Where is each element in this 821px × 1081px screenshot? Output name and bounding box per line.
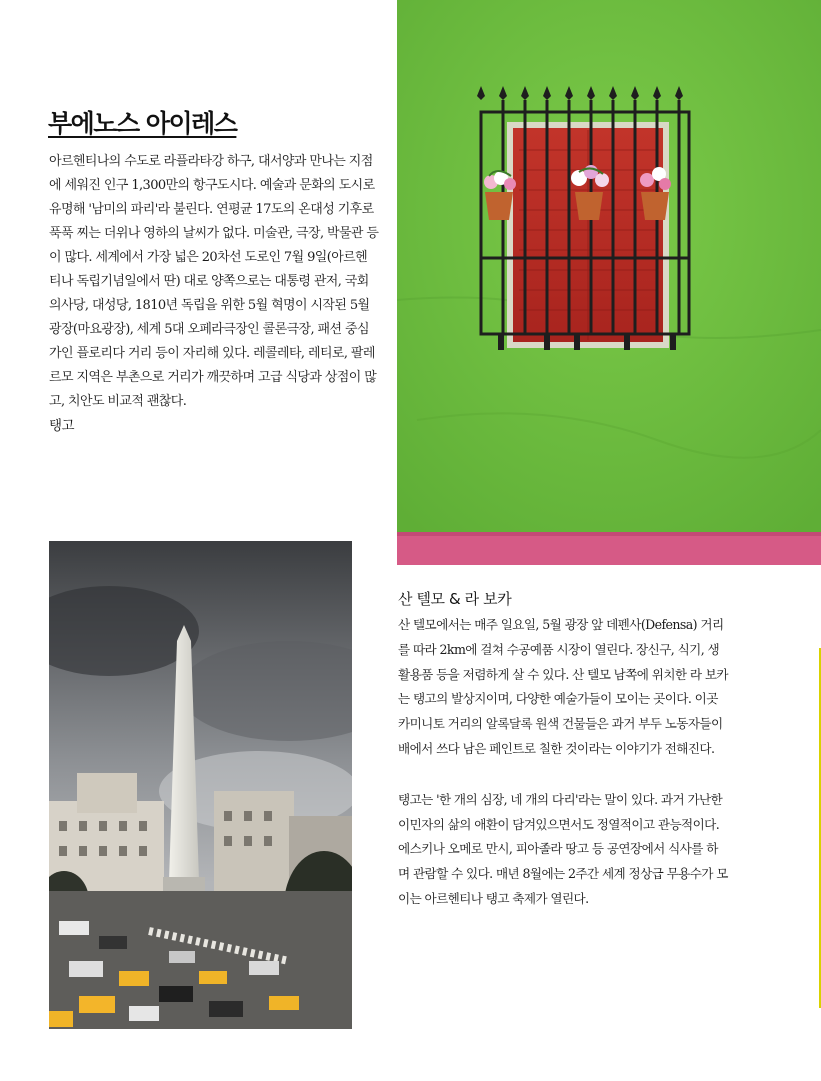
section-paragraph-2: 탱고는 '한 개의 심장, 네 개의 다리'라는 말이 있다. 과거 가난한 이민자의 삶의 애환이 담겨있으면서도 정열적이고 관능적이다. 에스키나 오메로 만시, 피아졸라 땅고 등 공연장에서 식사를 하며 관람할 수 있다. 매년 8월에는 2주간 세계 정상급 무용수가 모이는 아르헨티나 탱고 축제가 열린다.: [398, 791, 728, 906]
section-paragraph-1: 산 텔모에서는 매주 일요일, 5월 광장 앞 데펜사(Defensa) 거리를 따라 2km에 걸쳐 수공예품 시장이 열린다. 장신구, 식기, 생활용품 등을 저렴하게 살 수 있다. 산 텔모 남쪽에 위치한 라 보카는 탱고의 발상지이며, 다양한 예술가들이 모이는 곳이다. 이곳 카미니토 거리의 알록달록 원색 건물들은 과거 부두 노동자들이 배에서 쓰다 남은 페인트로 칠한 것이라는 이야기가 전해진다.: [398, 617, 728, 756]
intro-subheading: 탱고: [49, 418, 74, 434]
intro-text-block: [49, 150, 379, 438]
san-telmo-section: [398, 588, 728, 912]
page-title: 부에노스 아이레스: [48, 109, 237, 138]
photo-green-wall-window: [397, 0, 821, 565]
intro-paragraph: 아르헨티나의 수도로 라플라타강 하구, 대서양과 만나는 지점에 세워진 인구 1,300만의 항구도시다. 예술과 문화의 도시로 유명해 '남미의 파리'라 불린다. 연평균 17도의 온대성 기후로 푹푹 찌는 더위나 영하의 날씨가 없다. 미술관, 극장, 박물관 등이 많다. 세계에서 가장 넓은 20차선 도로인 7월 9일(아르헨티나 독립기념일에서 딴) 대로 양쪽으로는 대통령 관저, 국회의사당, 대성당, 1810년 독립을 위한 5월 혁명이 시작된 5월 광장(마요광장), 세계 5대 오페라극장인 콜론극장, 패션 중심가인 플로리다 거리 등이 자리해 있다. 레콜레타, 레티로, 팔레르모 지역은 부촌으로 거리가 깨끗하며 고급 식당과 상점이 많고, 치안도 비교적 괜찮다.: [49, 154, 379, 409]
section-heading: 산 텔모 & 라 보카: [398, 590, 512, 608]
photo-obelisk-street: [49, 541, 352, 1029]
